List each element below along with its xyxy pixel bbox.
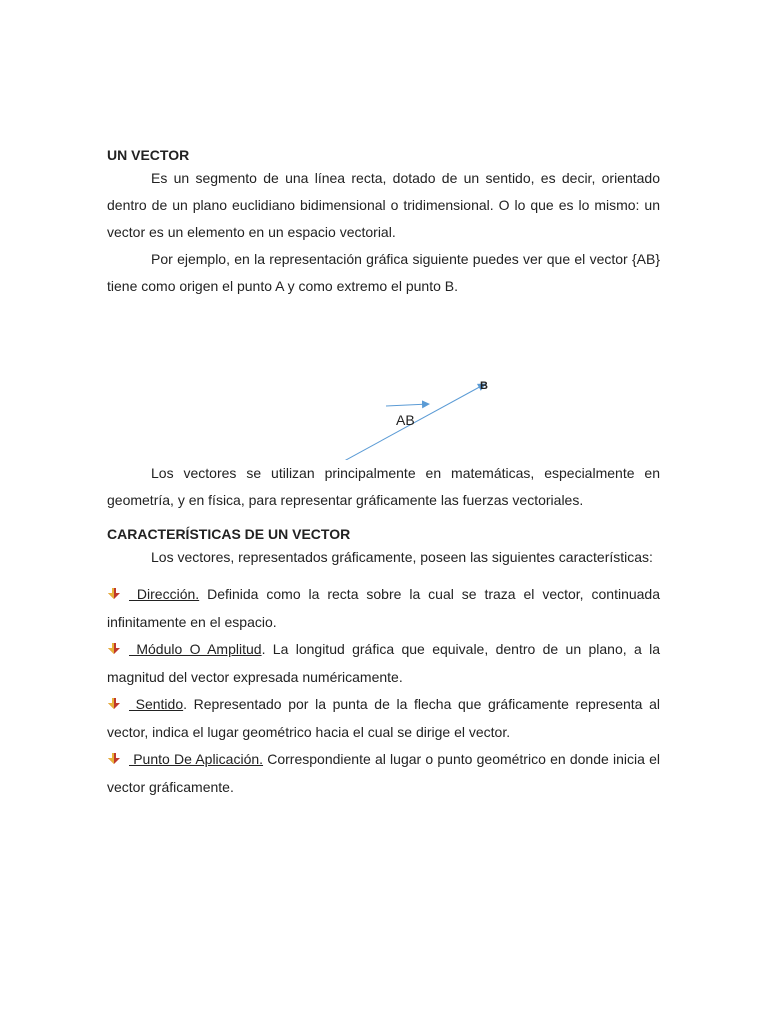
list-item	[107, 636, 660, 691]
characteristic-text: . Representado por la punta de la flecha que gráficamente representa al vector, indica el lugar geométrico hacia el cual se dirige el vector.	[107, 696, 660, 740]
paragraph-uses: Los vectores se utilizan principalmente en matemáticas, especialmente en geometría, y en física, para representar gráficamente las fuerzas vectoriales.	[107, 465, 660, 508]
list-item	[107, 581, 660, 636]
characteristic-term: Punto De Aplicación.	[129, 751, 264, 767]
characteristic-text: . La longitud gráfica que equivale, dentro de un plano, a la magnitud del vector expresada numéricamente.	[107, 641, 660, 685]
arrow-down-bullet-icon	[107, 637, 129, 664]
paragraph-definition: Es un segmento de una línea recta, dotado de un sentido, es decir, orientado dentro de un plano euclidiano bidimensional o tridimensional. O lo que es lo mismo: un vector es un elemento en un espacio vectorial.	[107, 170, 660, 240]
characteristics-list	[107, 581, 660, 801]
section-title-characteristics: CARACTERÍSTICAS DE UN VECTOR	[107, 526, 351, 542]
paragraph-characteristics-intro: Los vectores, representados gráficamente, poseen las siguientes características:	[151, 549, 653, 565]
vector-ab-label: AB	[396, 412, 415, 428]
document-content	[107, 145, 660, 801]
arrow-down-bullet-icon	[107, 582, 129, 609]
direction-arrow	[386, 404, 429, 406]
characteristic-term: Módulo O Amplitud	[129, 641, 262, 657]
vector-diagram	[107, 300, 660, 460]
list-item	[107, 746, 660, 801]
characteristic-text: Correspondiente al lugar o punto geométrico en donde inicia el vector gráficamente.	[107, 751, 660, 795]
characteristic-term: Sentido	[129, 696, 184, 712]
vector-diagram-svg	[107, 300, 660, 460]
point-b-label: B	[480, 380, 488, 392]
arrow-down-bullet-icon	[107, 692, 129, 719]
characteristic-term: Dirección.	[129, 586, 200, 602]
characteristic-text: Definida como la recta sobre la cual se traza el vector, continuada infinitamente en el espacio.	[107, 586, 660, 630]
section-title-vector: UN VECTOR	[107, 147, 190, 163]
arrow-down-bullet-icon	[107, 747, 129, 774]
list-item	[107, 691, 660, 746]
paragraph-example: Por ejemplo, en la representación gráfica siguiente puedes ver que el vector {AB} tiene como origen el punto A y como extremo el punto B.	[107, 251, 660, 294]
